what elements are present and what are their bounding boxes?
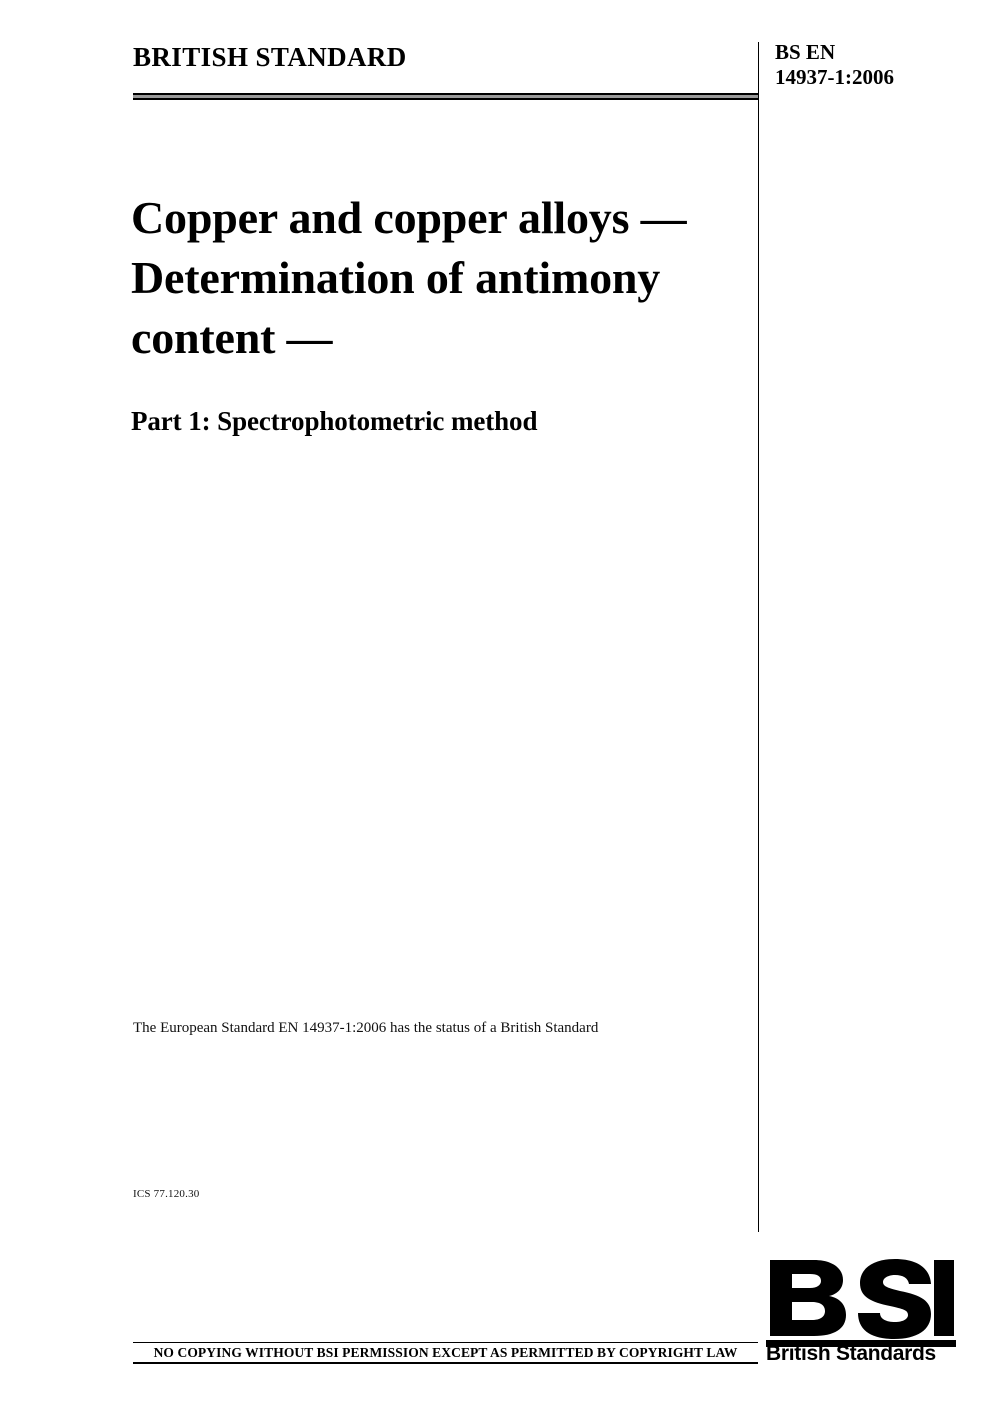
standard-number bbox=[775, 40, 975, 90]
brand-title: BRITISH STANDARD bbox=[133, 42, 407, 72]
header-divider-rule bbox=[133, 93, 758, 100]
title-block bbox=[131, 188, 751, 438]
footer-rule-bottom bbox=[133, 1362, 758, 1364]
standard-number-line-2: 14937-1:2006 bbox=[775, 65, 894, 89]
vertical-divider-rule bbox=[758, 42, 759, 1232]
page-subtitle: Part 1: Spectrophotometric method bbox=[131, 406, 538, 436]
bsi-tagline: British Standards bbox=[766, 1342, 936, 1365]
copyright-notice: NO COPYING WITHOUT BSI PERMISSION EXCEPT AS PERMITTED BY COPYRIGHT LAW bbox=[153, 1345, 738, 1360]
page-header bbox=[133, 42, 920, 88]
status-note: The European Standard EN 14937-1:2006 has the status of a British Standard bbox=[133, 1020, 599, 1036]
ics-code: ICS 77.120.30 bbox=[133, 1188, 200, 1200]
page-title: Copper and copper alloys — Determination of antimony content — bbox=[131, 192, 687, 363]
standard-number-line-1: BS EN bbox=[775, 40, 836, 64]
